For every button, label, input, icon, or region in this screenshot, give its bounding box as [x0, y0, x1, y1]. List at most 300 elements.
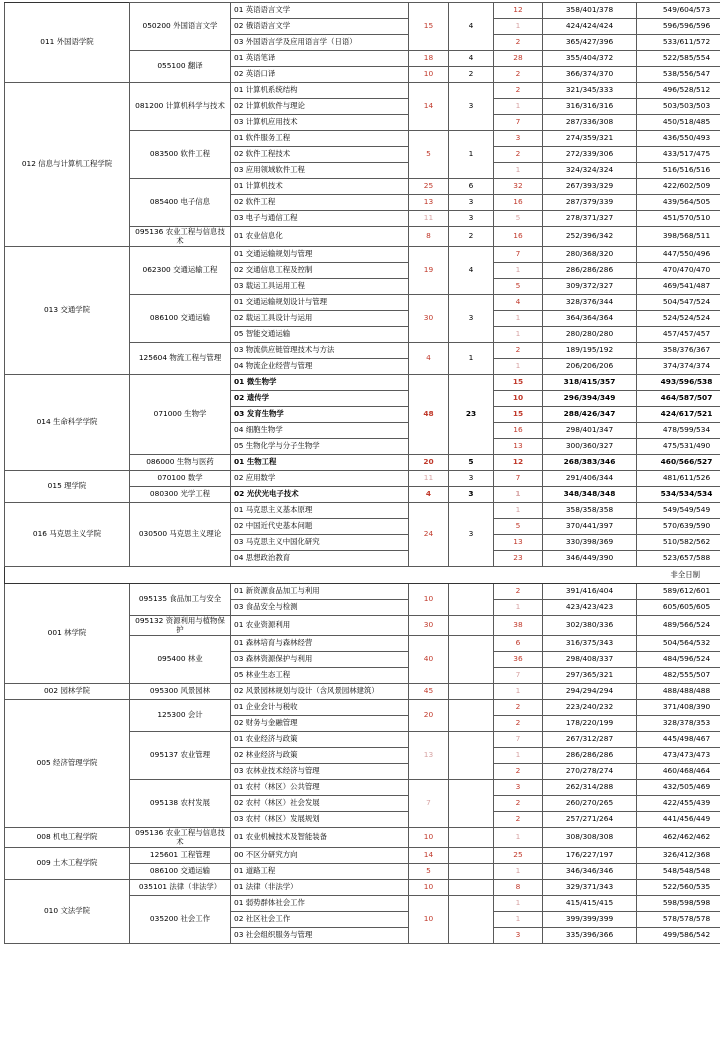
- recruit-count-cell: [449, 880, 494, 896]
- apply-count-cell: 1: [494, 99, 543, 115]
- admissions-table: [4, 2, 720, 944]
- apply-count-cell: 3: [494, 780, 543, 796]
- first-score-cell: 346/449/390: [543, 551, 637, 567]
- total-score-cell: 482/555/507: [637, 668, 720, 684]
- first-score-cell: 366/374/370: [543, 67, 637, 83]
- direction-cell: 01 微生物学: [231, 375, 409, 391]
- section-divider-row: [5, 567, 720, 584]
- major-cell: 080300 光学工程: [130, 487, 231, 503]
- first-score-cell: 298/408/337: [543, 652, 637, 668]
- apply-count-cell: 1: [494, 263, 543, 279]
- major-cell: 095138 农村发展: [130, 780, 231, 828]
- first-score-cell: 296/394/349: [543, 391, 637, 407]
- direction-cell: 03 农林业技术经济与管理: [231, 764, 409, 780]
- recruit-count-cell: 1: [449, 343, 494, 375]
- major-cell: 095135 食品加工与安全: [130, 584, 231, 616]
- direction-cell: 01 农村（林区）公共管理: [231, 780, 409, 796]
- major-cell: 062300 交通运输工程: [130, 247, 231, 295]
- direction-cell: 02 农村（林区）社会发展: [231, 796, 409, 812]
- first-score-cell: 280/280/280: [543, 327, 637, 343]
- apply-count-cell: 23: [494, 551, 543, 567]
- direction-cell: 02 遗传学: [231, 391, 409, 407]
- major-cell: 050200 外国语言文学: [130, 3, 231, 51]
- apply-count-cell: 1: [494, 19, 543, 35]
- total-score-cell: 469/541/487: [637, 279, 720, 295]
- recruit-count-cell: 2: [449, 227, 494, 247]
- direction-cell: 01 计算机技术: [231, 179, 409, 195]
- recruit-count-cell: 2: [449, 67, 494, 83]
- first-score-cell: 330/398/369: [543, 535, 637, 551]
- total-score-cell: 578/578/578: [637, 912, 720, 928]
- direction-cell: 04 物流企业经营与管理: [231, 359, 409, 375]
- first-score-cell: 223/240/232: [543, 700, 637, 716]
- apply-count-cell: 2: [494, 584, 543, 600]
- apply-count-cell: 1: [494, 684, 543, 700]
- total-score-cell: 524/524/524: [637, 311, 720, 327]
- apply-count-cell: 2: [494, 67, 543, 83]
- apply-count-cell: 3: [494, 928, 543, 944]
- plan-count-cell: 11: [409, 471, 449, 487]
- plan-count-cell: 11: [409, 211, 449, 227]
- recruit-count-cell: [449, 684, 494, 700]
- total-score-cell: 464/587/507: [637, 391, 720, 407]
- apply-count-cell: 7: [494, 732, 543, 748]
- direction-cell: 02 风景园林规划与设计（含风景园林建筑）: [231, 684, 409, 700]
- college-cell: 014 生命科学学院: [5, 375, 130, 471]
- first-score-cell: 280/368/320: [543, 247, 637, 263]
- first-score-cell: 302/380/336: [543, 616, 637, 636]
- direction-cell: 04 思想政治教育: [231, 551, 409, 567]
- plan-count-cell: 30: [409, 295, 449, 343]
- plan-count-cell: 20: [409, 700, 449, 732]
- first-score-cell: 206/206/206: [543, 359, 637, 375]
- major-cell: 086100 交通运输: [130, 864, 231, 880]
- total-score-cell: 589/612/601: [637, 584, 720, 600]
- apply-count-cell: 15: [494, 407, 543, 423]
- first-score-cell: 321/345/333: [543, 83, 637, 99]
- direction-cell: 01 企业会计与税收: [231, 700, 409, 716]
- major-cell: 085400 电子信息: [130, 179, 231, 227]
- first-score-cell: 358/358/358: [543, 503, 637, 519]
- total-score-cell: 424/617/521: [637, 407, 720, 423]
- total-score-cell: 462/462/462: [637, 828, 720, 848]
- recruit-count-cell: [449, 700, 494, 732]
- apply-count-cell: 2: [494, 83, 543, 99]
- total-score-cell: 432/505/469: [637, 780, 720, 796]
- apply-count-cell: 7: [494, 115, 543, 131]
- apply-count-cell: 13: [494, 439, 543, 455]
- recruit-count-cell: [449, 780, 494, 828]
- first-score-cell: 415/415/415: [543, 896, 637, 912]
- first-score-cell: 291/406/344: [543, 471, 637, 487]
- first-score-cell: 316/375/343: [543, 636, 637, 652]
- direction-cell: 02 软件工程技术: [231, 147, 409, 163]
- direction-cell: 03 载运工具运用工程: [231, 279, 409, 295]
- apply-count-cell: 1: [494, 163, 543, 179]
- plan-count-cell: 24: [409, 503, 449, 567]
- table-row: [5, 684, 720, 700]
- recruit-count-cell: [449, 636, 494, 684]
- plan-count-cell: 10: [409, 880, 449, 896]
- direction-cell: 03 森林资源保护与利用: [231, 652, 409, 668]
- total-score-cell: 398/568/511: [637, 227, 720, 247]
- direction-cell: 01 英语语言文学: [231, 3, 409, 19]
- major-cell: 055100 翻译: [130, 51, 231, 83]
- total-score-cell: 326/412/368: [637, 848, 720, 864]
- table-row: [5, 247, 720, 263]
- first-score-cell: 329/371/343: [543, 880, 637, 896]
- apply-count-cell: 38: [494, 616, 543, 636]
- recruit-count-cell: 5: [449, 455, 494, 471]
- direction-cell: 03 农村（林区）发展规划: [231, 812, 409, 828]
- first-score-cell: 318/415/357: [543, 375, 637, 391]
- total-score-cell: 473/473/473: [637, 748, 720, 764]
- total-score-cell: 475/531/490: [637, 439, 720, 455]
- plan-count-cell: 48: [409, 375, 449, 455]
- first-score-cell: 278/371/327: [543, 211, 637, 227]
- recruit-count-cell: 23: [449, 375, 494, 455]
- first-score-cell: 335/396/366: [543, 928, 637, 944]
- plan-count-cell: 8: [409, 227, 449, 247]
- plan-count-cell: 10: [409, 828, 449, 848]
- apply-count-cell: 2: [494, 35, 543, 51]
- total-score-cell: 450/518/485: [637, 115, 720, 131]
- recruit-count-cell: [449, 584, 494, 616]
- major-cell: 095132 资源利用与植物保护: [130, 616, 231, 636]
- plan-count-cell: 18: [409, 51, 449, 67]
- direction-cell: 01 农业机械技术及智能装备: [231, 828, 409, 848]
- total-score-cell: 470/470/470: [637, 263, 720, 279]
- total-score-cell: 534/534/534: [637, 487, 720, 503]
- total-score-cell: 478/599/534: [637, 423, 720, 439]
- apply-count-cell: 7: [494, 247, 543, 263]
- major-cell: 095136 农业工程与信息技术: [130, 227, 231, 247]
- plan-count-cell: 20: [409, 455, 449, 471]
- first-score-cell: 262/314/288: [543, 780, 637, 796]
- table-row: [5, 880, 720, 896]
- total-score-cell: 499/586/542: [637, 928, 720, 944]
- table-row: [5, 828, 720, 848]
- total-score-cell: 371/408/390: [637, 700, 720, 716]
- total-score-cell: 422/602/509: [637, 179, 720, 195]
- direction-cell: 02 社区社会工作: [231, 912, 409, 928]
- recruit-count-cell: [449, 616, 494, 636]
- total-score-cell: 488/488/488: [637, 684, 720, 700]
- college-cell: 016 马克思主义学院: [5, 503, 130, 567]
- direction-cell: 05 智能交通运输: [231, 327, 409, 343]
- direction-cell: 01 交通运输规划设计与管理: [231, 295, 409, 311]
- first-score-cell: 358/401/378: [543, 3, 637, 19]
- total-score-cell: 481/611/526: [637, 471, 720, 487]
- apply-count-cell: 6: [494, 636, 543, 652]
- apply-count-cell: 3: [494, 131, 543, 147]
- apply-count-cell: 36: [494, 652, 543, 668]
- major-cell: 095300 风景园林: [130, 684, 231, 700]
- first-score-cell: 270/278/274: [543, 764, 637, 780]
- first-score-cell: 257/271/264: [543, 812, 637, 828]
- table-row: [5, 503, 720, 519]
- table-row: [5, 375, 720, 391]
- total-score-cell: 439/564/505: [637, 195, 720, 211]
- total-score-cell: 493/596/538: [637, 375, 720, 391]
- apply-count-cell: 16: [494, 423, 543, 439]
- direction-cell: 01 法律（非法学）: [231, 880, 409, 896]
- college-cell: 001 林学院: [5, 584, 130, 684]
- first-score-cell: 298/401/347: [543, 423, 637, 439]
- major-cell: 095136 农业工程与信息技术: [130, 828, 231, 848]
- direction-cell: 02 软件工程: [231, 195, 409, 211]
- major-cell: 125601 工程管理: [130, 848, 231, 864]
- apply-count-cell: 1: [494, 327, 543, 343]
- apply-count-cell: 2: [494, 716, 543, 732]
- first-score-cell: 346/346/346: [543, 864, 637, 880]
- apply-count-cell: 2: [494, 812, 543, 828]
- apply-count-cell: 5: [494, 519, 543, 535]
- total-score-cell: 451/570/510: [637, 211, 720, 227]
- recruit-count-cell: 6: [449, 179, 494, 195]
- first-score-cell: 274/359/321: [543, 131, 637, 147]
- table-row: [5, 584, 720, 600]
- first-score-cell: 316/316/316: [543, 99, 637, 115]
- recruit-count-cell: 4: [449, 51, 494, 67]
- first-score-cell: 178/220/199: [543, 716, 637, 732]
- direction-cell: 01 马克思主义基本原理: [231, 503, 409, 519]
- direction-cell: 02 中国近代史基本问题: [231, 519, 409, 535]
- total-score-cell: 538/556/547: [637, 67, 720, 83]
- table-row: [5, 848, 720, 864]
- recruit-count-cell: 3: [449, 83, 494, 131]
- apply-count-cell: 7: [494, 471, 543, 487]
- apply-count-cell: 16: [494, 195, 543, 211]
- plan-count-cell: 30: [409, 616, 449, 636]
- direction-cell: 03 外国语言学及应用语言学（日语）: [231, 35, 409, 51]
- total-score-cell: 516/516/516: [637, 163, 720, 179]
- plan-count-cell: 10: [409, 67, 449, 83]
- plan-count-cell: 4: [409, 343, 449, 375]
- total-score-cell: 522/560/535: [637, 880, 720, 896]
- apply-count-cell: 1: [494, 912, 543, 928]
- first-score-cell: 288/426/347: [543, 407, 637, 423]
- direction-cell: 02 俄语语言文学: [231, 19, 409, 35]
- first-score-cell: 391/416/404: [543, 584, 637, 600]
- recruit-count-cell: 3: [449, 211, 494, 227]
- college-cell: 015 理学院: [5, 471, 130, 503]
- recruit-count-cell: 3: [449, 487, 494, 503]
- recruit-count-cell: 4: [449, 3, 494, 51]
- plan-count-cell: 25: [409, 179, 449, 195]
- first-score-cell: 267/393/329: [543, 179, 637, 195]
- direction-cell: 01 新资源食品加工与利用: [231, 584, 409, 600]
- apply-count-cell: 2: [494, 147, 543, 163]
- first-score-cell: 267/312/287: [543, 732, 637, 748]
- total-score-cell: 441/456/449: [637, 812, 720, 828]
- major-cell: 086000 生物与医药: [130, 455, 231, 471]
- major-cell: 071000 生物学: [130, 375, 231, 455]
- plan-count-cell: 14: [409, 848, 449, 864]
- direction-cell: 04 细胞生物学: [231, 423, 409, 439]
- college-cell: 005 经济管理学院: [5, 700, 130, 828]
- total-score-cell: 548/548/548: [637, 864, 720, 880]
- apply-count-cell: 28: [494, 51, 543, 67]
- apply-count-cell: 1: [494, 828, 543, 848]
- major-cell: 030500 马克思主义理论: [130, 503, 231, 567]
- plan-count-cell: 40: [409, 636, 449, 684]
- first-score-cell: 399/399/399: [543, 912, 637, 928]
- major-cell: 035200 社会工作: [130, 896, 231, 944]
- apply-count-cell: 5: [494, 279, 543, 295]
- total-score-cell: 374/374/374: [637, 359, 720, 375]
- direction-cell: 02 载运工具设计与运用: [231, 311, 409, 327]
- apply-count-cell: 5: [494, 211, 543, 227]
- recruit-count-cell: 3: [449, 471, 494, 487]
- total-score-cell: 504/547/524: [637, 295, 720, 311]
- first-score-cell: 308/308/308: [543, 828, 637, 848]
- total-score-cell: 510/582/562: [637, 535, 720, 551]
- apply-count-cell: 10: [494, 391, 543, 407]
- recruit-count-cell: 3: [449, 503, 494, 567]
- first-score-cell: 260/270/265: [543, 796, 637, 812]
- apply-count-cell: 2: [494, 343, 543, 359]
- direction-cell: 01 农业经济与政策: [231, 732, 409, 748]
- apply-count-cell: 1: [494, 503, 543, 519]
- apply-count-cell: 4: [494, 295, 543, 311]
- direction-cell: 02 财务与金融管理: [231, 716, 409, 732]
- apply-count-cell: 2: [494, 700, 543, 716]
- table-row: [5, 3, 720, 19]
- college-cell: 011 外国语学院: [5, 3, 130, 83]
- apply-count-cell: 8: [494, 880, 543, 896]
- first-score-cell: 309/372/327: [543, 279, 637, 295]
- recruit-count-cell: 3: [449, 295, 494, 343]
- apply-count-cell: 2: [494, 764, 543, 780]
- total-score-cell: 460/468/464: [637, 764, 720, 780]
- total-score-cell: 570/639/590: [637, 519, 720, 535]
- direction-cell: 01 农业资源利用: [231, 616, 409, 636]
- recruit-count-cell: [449, 732, 494, 780]
- direction-cell: 03 电子与通信工程: [231, 211, 409, 227]
- direction-cell: 02 交通信息工程及控制: [231, 263, 409, 279]
- total-score-cell: 422/455/439: [637, 796, 720, 812]
- plan-count-cell: 15: [409, 3, 449, 51]
- total-score-cell: 436/550/493: [637, 131, 720, 147]
- apply-count-cell: 1: [494, 600, 543, 616]
- total-score-cell: 358/376/367: [637, 343, 720, 359]
- first-score-cell: 286/286/286: [543, 748, 637, 764]
- total-score-cell: 605/605/605: [637, 600, 720, 616]
- total-score-cell: 496/528/512: [637, 83, 720, 99]
- first-score-cell: 424/424/424: [543, 19, 637, 35]
- plan-count-cell: 5: [409, 131, 449, 179]
- total-score-cell: 549/604/573: [637, 3, 720, 19]
- major-cell: 125300 会计: [130, 700, 231, 732]
- section-divider-label: 非全日制: [5, 567, 720, 584]
- direction-cell: 02 应用数学: [231, 471, 409, 487]
- direction-cell: 01 农业信息化: [231, 227, 409, 247]
- major-cell: 081200 计算机科学与技术: [130, 83, 231, 131]
- total-score-cell: 522/585/554: [637, 51, 720, 67]
- apply-count-cell: 1: [494, 359, 543, 375]
- total-score-cell: 433/517/475: [637, 147, 720, 163]
- first-score-cell: 370/441/397: [543, 519, 637, 535]
- apply-count-cell: 12: [494, 455, 543, 471]
- first-score-cell: 324/324/324: [543, 163, 637, 179]
- plan-count-cell: 13: [409, 195, 449, 211]
- direction-cell: 03 发育生物学: [231, 407, 409, 423]
- recruit-count-cell: [449, 864, 494, 880]
- direction-cell: 02 林业经济与政策: [231, 748, 409, 764]
- apply-count-cell: 32: [494, 179, 543, 195]
- plan-count-cell: 45: [409, 684, 449, 700]
- table-body-fulltime: [5, 3, 720, 567]
- table-body-parttime: [5, 584, 720, 944]
- apply-count-cell: 25: [494, 848, 543, 864]
- direction-cell: 03 应用领域软件工程: [231, 163, 409, 179]
- first-score-cell: 268/383/346: [543, 455, 637, 471]
- total-score-cell: 489/566/524: [637, 616, 720, 636]
- direction-cell: 03 社会组织服务与管理: [231, 928, 409, 944]
- first-score-cell: 348/348/348: [543, 487, 637, 503]
- direction-cell: 01 道路工程: [231, 864, 409, 880]
- college-cell: 008 机电工程学院: [5, 828, 130, 848]
- direction-cell: 02 计算机软件与理论: [231, 99, 409, 115]
- total-score-cell: 596/596/596: [637, 19, 720, 35]
- major-cell: 095137 农业管理: [130, 732, 231, 780]
- direction-cell: 01 生物工程: [231, 455, 409, 471]
- college-cell: 013 交通学院: [5, 247, 130, 375]
- total-score-cell: 549/549/549: [637, 503, 720, 519]
- table-row: [5, 471, 720, 487]
- major-cell: 095400 林业: [130, 636, 231, 684]
- table-row: [5, 700, 720, 716]
- direction-cell: 02 光伏光电子技术: [231, 487, 409, 503]
- recruit-count-cell: 1: [449, 131, 494, 179]
- plan-count-cell: 5: [409, 864, 449, 880]
- direction-cell: 03 食品安全与检测: [231, 600, 409, 616]
- apply-count-cell: 12: [494, 3, 543, 19]
- apply-count-cell: 1: [494, 748, 543, 764]
- major-cell: 035101 法律（非法学）: [130, 880, 231, 896]
- recruit-count-cell: 4: [449, 247, 494, 295]
- direction-cell: 03 马克思主义中国化研究: [231, 535, 409, 551]
- direction-cell: 05 生物化学与分子生物学: [231, 439, 409, 455]
- apply-count-cell: 1: [494, 487, 543, 503]
- first-score-cell: 272/339/306: [543, 147, 637, 163]
- total-score-cell: 457/457/457: [637, 327, 720, 343]
- plan-count-cell: 14: [409, 83, 449, 131]
- recruit-count-cell: [449, 848, 494, 864]
- first-score-cell: 328/376/344: [543, 295, 637, 311]
- plan-count-cell: 7: [409, 780, 449, 828]
- direction-cell: 00 不区分研究方向: [231, 848, 409, 864]
- direction-cell: 01 计算机系统结构: [231, 83, 409, 99]
- direction-cell: 03 计算机应用技术: [231, 115, 409, 131]
- apply-count-cell: 16: [494, 227, 543, 247]
- major-cell: 125604 物流工程与管理: [130, 343, 231, 375]
- first-score-cell: 176/227/197: [543, 848, 637, 864]
- apply-count-cell: 1: [494, 864, 543, 880]
- college-cell: 002 园林学院: [5, 684, 130, 700]
- college-cell: 009 土木工程学院: [5, 848, 130, 880]
- apply-count-cell: 2: [494, 796, 543, 812]
- plan-count-cell: 19: [409, 247, 449, 295]
- college-cell: 012 信息与计算机工程学院: [5, 83, 130, 247]
- direction-cell: 01 交通运输规划与管理: [231, 247, 409, 263]
- direction-cell: 01 英语笔译: [231, 51, 409, 67]
- total-score-cell: 484/596/524: [637, 652, 720, 668]
- plan-count-cell: 4: [409, 487, 449, 503]
- first-score-cell: 364/364/364: [543, 311, 637, 327]
- first-score-cell: 189/195/192: [543, 343, 637, 359]
